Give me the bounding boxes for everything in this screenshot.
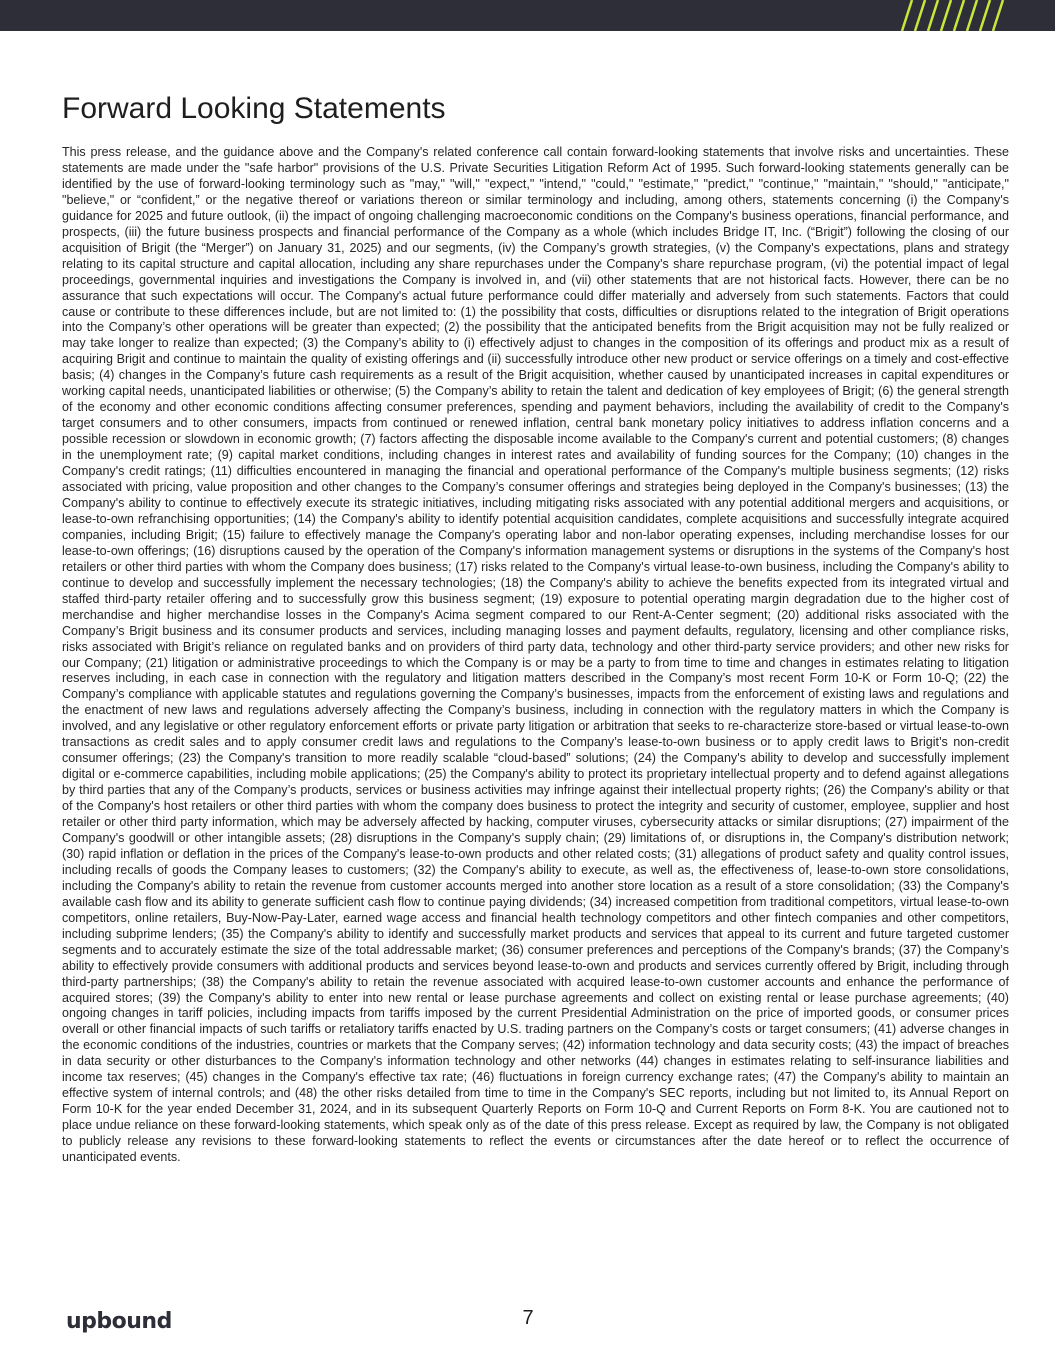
stripe [928, 0, 938, 31]
stripe [967, 0, 977, 31]
forward-looking-statements-body: This press release, and the guidance above and the Company's related conference call contain forward-looking statements that involve risks and uncertainties. These statements are made under the "safe harbor" provisions of the U.S. Private Securities Litigation Reform Act of 1995. Such forward-looking statements generally can be identified by the use of forward-looking terminology such as "may," "will," "expect," "intend," "could," "estimate," "predict," "continue," "maintain," "should," "anticipate," "believe," or “confident,” or the negative thereof or variations thereon or similar terminology and including, among others, statements concerning (i) the Company's guidance for 2025 and future outlook, (ii) the impact of ongoing challenging macroeconomic conditions on the Company's business operations, financial performance, and prospects, (iii) the future business prospects and financial performance of the Company as a whole (which includes Bridge IT, Inc. (“Brigit”) following the closing of our acquisition of Brigit (the “Merger”) on January 31, 2025) and our segments, (iv) the Company’s growth strategies, (v) the Company's expectations, plans and strategy relating to its capital structure and capital allocation, including any share repurchases under the Company's share repurchase program, (vi) the potential impact of legal proceedings, governmental inquiries and investigations the Company is involved in, and (vii) other statements that are not historical facts. However, there can be no assurance that such expectations will occur. The Company's actual future performance could differ materially and adversely from such statements. Factors that could cause or contribute to these differences include, but are not limited to: (1) the possibility that costs, difficulties or disruptions related to the integration of Brigit operations into the Company’s other operations will be greater than expected; (2) the possibility that the anticipated benefits from the Brigit acquisition may not be fully realized or may take longer to realize than expected; (3) the Company’s ability to (i) effectively adjust to changes in the composition of its offerings and product mix as a result of acquiring Brigit and continue to maintain the quality of existing offerings and (ii) successfully introduce other new product or service offerings on a timely and cost-effective basis; (4) changes in the Company’s future cash requirements as a result of the Brigit acquisition, whether caused by unanticipated increases in capital expenditures or working capital needs, unanticipated liabilities or otherwise; (5) the Company’s ability to retain the talent and dedication of key employees of Brigit; (6) the general strength of the economy and other economic conditions affecting consumer preferences, spending and payment behaviors, including the availability of credit to the Company's target consumers and to other consumers, impacts from continued or renewed inflation, central bank monetary policy initiatives to address inflation concerns and a possible recession or slowdown in economic growth; (7) factors affecting the disposable income available to the Company's current and potential customers; (8) changes in the unemployment rate; (9) capital market conditions, including changes in interest rates and availability of funding sources for the Company; (10) changes in the Company's credit ratings; (11) difficulties encountered in managing the financial and operational performance of the Company's multiple business segments; (12) risks associated with pricing, value proposition and other changes to the Company’s consumer offerings and strategies being deployed in the Company's businesses; (13) the Company's ability to continue to effectively execute its strategic initiatives, including mitigating risks associated with any potential additional mergers and acquisitions, or lease-to-own refranchising opportunities; (14) the Company's ability to identify potential acquisition candidates, complete acquisitions and successfully integrate acquired companies, including Brigit; (15) failure to effectively manage the Company's operating labor and non-labor operating expenses, including merchandise losses for our lease-to-own offerings; (16) disruptions caused by the operation of the Company's information management systems or disruptions in the systems of the Company's host retailers or other third parties with whom the Company does business; (17) risks related to the Company's virtual lease-to-own business, including the Company's ability to continue to develop and successfully implement the necessary technologies; (18) the Company's ability to achieve the benefits expected from its integrated virtual and staffed third-party retailer offering and to successfully grow this business segment; (19) exposure to potential operating margin degradation due to the higher cost of merchandise and higher merchandise losses in the Company's Acima segment compared to our Rent-A-Center segment; (20) additional risks associated with the Company’s Brigit business and its consumer products and services, including managing losses and payment defaults, regulatory, licensing and other compliance risks, risks associated with Brigit’s reliance on regulated banks and on providers of third party data, technology and other third-party service providers; and other new risks for our Company; (21) litigation or administrative proceedings to which the Company is or may be a party to from time to time and changes in estimates relating to litigation reserves including, in each case in connection with the regulatory and litigation matters described in the Company’s most recent Form 10-K or Form 10-Q; (22) the Company’s compliance with applicable statutes and regulations governing the Company’s businesses, impacts from the enforcement of existing laws and regulations and the enactment of new laws and regulations adversely affecting the Company’s business, including in connection with the regulatory matters in which the Company is involved, and any legislative or other regulatory enforcement efforts or private party litigation or arbitration that seeks to re-characterize store-based or virtual lease-to-own transactions as credit sales and to apply consumer credit laws and regulations to the Company’s lease-to-own business or to apply credit laws to Brigit’s non-credit consumer offerings; (23) the Company's transition to more readily scalable “cloud-based” solutions; (24) the Company's ability to develop and successfully implement digital or e-commerce capabilities, including mobile applications; (25) the Company's ability to protect its proprietary intellectual property and to defend against allegations by third parties that any of the Company’s products, services or business activities may infringe against their intellectual property rights; (26) the Company's ability or that of the Company's host retailers or other third parties with whom the company does business to protect the integrity and security of customer, employee, supplier and host retailer or other third party information, which may be adversely affected by hacking, computer viruses, cybersecurity attacks or similar disruptions; (27) impairment of the Company's goodwill or other intangible assets; (28) disruptions in the Company's supply chain; (29) limitations of, or disruptions in, the Company's distribution network; (30) rapid inflation or deflation in the prices of the Company's lease-to-own products and other related costs; (31) allegations of product safety and quality control issues, including recalls of goods the Company leases to customers; (32) the Company's ability to execute, as well as, the effectiveness of, lease-to-own store consolidations, including the Company's ability to retain the revenue from customer accounts merged into another store location as a result of a store consolidation; (33) the Company's available cash flow and its ability to generate sufficient cash flow to continue paying dividends; (34) increased competition from traditional competitors, virtual lease-to-own competitors, online retailers, Buy-Now-Pay-Later, earned wage access and financial health technology competitors and other fintech companies and other competitors, including subprime lenders; (35) the Company's ability to identify and successfully market products and services that appeal to its current and future targeted customer segments and to accurately estimate the size of the total addressable market; (36) consumer preferences and perceptions of the Company's brands; (37) the Company’s ability to effectively provide consumers with additional products and services beyond lease-to-own and products and services currently offered by Brigit, including through third-party partnerships; (38) the Company's ability to retain the revenue associated with acquired lease-to-own customer accounts and enhance the performance of acquired stores; (39) the Company's ability to enter into new rental or lease purchase agreements and collect on existing rental or lease purchase agreements; (40) ongoing changes in tariff policies, including impacts from tariffs imposed by the current Presidential Administration on the price of imported goods, or consumer prices overall or other financial impacts of such tariffs or retaliatory tariffs enacted by U.S. trading partners on the Company’s costs or target consumers; (41) adverse changes in the economic conditions of the industries, countries or markets that the Company serves; (42) information technology and data security costs; (43) the impact of breaches in data security or other disturbances to the Company's information technology and other networks (44) changes in estimates relating to self-insurance liabilities and income tax reserves; (45) changes in the Company's effective tax rate; (46) fluctuations in foreign currency exchange rates; (47) the Company's ability to maintain an effective system of internal controls; and (48) the other risks detailed from time to time in the Company's SEC reports, including but not limited to, its Annual Report on Form 10-K for the year ended December 31, 2024, and in its subsequent Quarterly Reports on Form 10-Q and Current Reports on Form 8-K. You are cautioned not to place undue reliance on these forward-looking statements, which speak only as of the date of this press release. Except as required by law, the Company is not obligated to publicly release any revisions to these forward-looking statements to reflect the events or circumstances after the date hereof or to reflect the occurrence of unanticipated events. [62, 145, 1009, 1165]
stripe [902, 0, 912, 31]
page-title: Forward Looking Statements [62, 92, 446, 125]
stripe [915, 0, 925, 31]
upbound-logo: upbound [66, 1309, 172, 1334]
page-number: 7 [522, 1307, 534, 1329]
decorative-stripes-icon [894, 0, 1014, 31]
stripe [941, 0, 951, 31]
stripe [993, 0, 1003, 31]
header-bar [0, 0, 1055, 31]
stripe [954, 0, 964, 31]
stripe [980, 0, 990, 31]
